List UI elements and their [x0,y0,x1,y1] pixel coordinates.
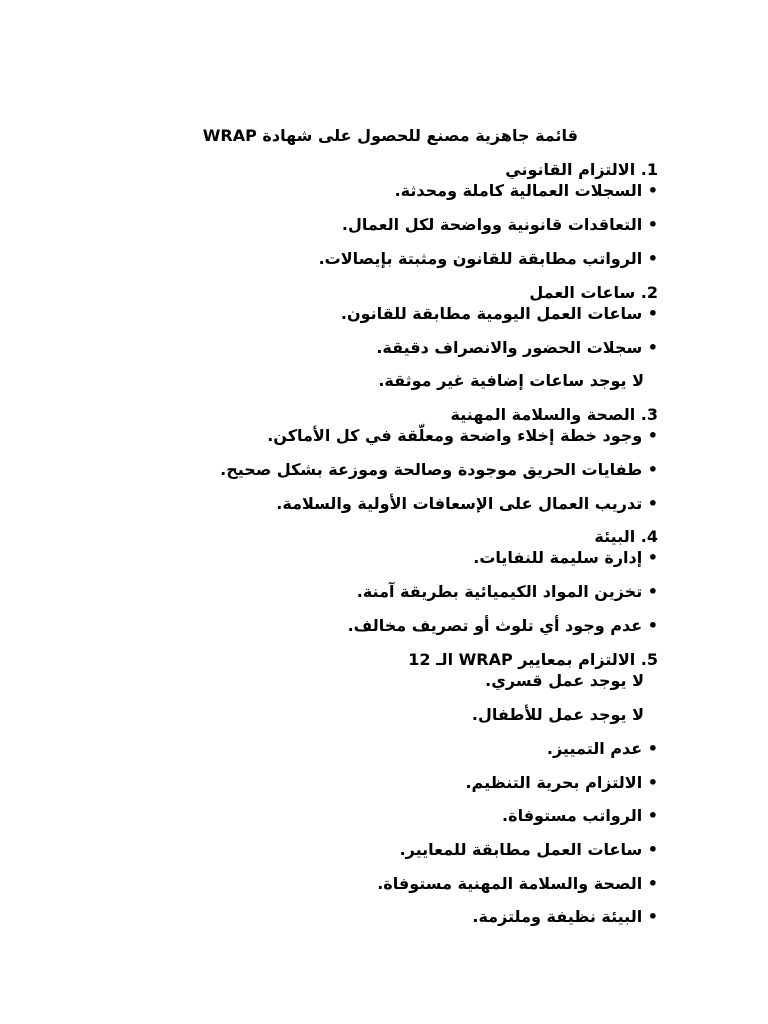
section-heading-legal: 1. الالتزام القانوني [505,160,658,179]
list-item: لا يوجد عمل للأطفال. [471,705,644,724]
section-heading-environment: 4. البيئة [594,527,658,546]
list-item: • التعاقدات قانونية وواضحة لكل العمال. [341,215,658,234]
list-item: • ساعات العمل مطابقة للمعايير. [399,840,658,859]
section-heading-wrap-standards: 5. الالتزام بمعايير WRAP الـ 12 [408,650,658,669]
list-item: • عدم وجود أي تلوث أو تصريف مخالف. [347,616,658,635]
section-heading-health-safety: 3. الصحة والسلامة المهنية [450,405,658,424]
list-item: • طفايات الحريق موجودة وصالحة وموزعة بشكل صحيح. [220,460,658,479]
list-item: • سجلات الحضور والانصراف دقيقة. [376,338,658,357]
list-item: لا يوجد ساعات إضافية غير موثقة. [378,371,644,390]
list-item: • الرواتب مستوفاة. [502,806,658,825]
list-item: • البيئة نظيفة وملتزمة. [472,907,658,926]
list-item: • الصحة والسلامة المهنية مستوفاة. [377,874,658,893]
list-item: • عدم التمييز. [546,739,658,758]
list-item: • وجود خطة إخلاء واضحة ومعلّقة في كل الأماكن. [267,426,658,445]
list-item: • تخزين المواد الكيميائية بطريقة آمنة. [356,582,658,601]
list-item: • الالتزام بحرية التنظيم. [465,773,658,792]
list-item: • السجلات العمالية كاملة ومحدثة. [394,181,658,200]
section-heading-working-hours: 2. ساعات العمل [529,283,658,302]
list-item: • إدارة سليمة للنفايات. [473,548,658,567]
list-item: • تدريب العمال على الإسعافات الأولية والسلامة. [276,494,658,513]
list-item: لا يوجد عمل قسري. [485,671,644,690]
list-item: • ساعات العمل اليومية مطابقة للقانون. [340,304,658,323]
list-item: • الرواتب مطابقة للقانون ومثبتة بإيصالات. [318,249,658,268]
document-title: قائمة جاهزية مصنع للحصول على شهادة WRAP [202,126,578,145]
